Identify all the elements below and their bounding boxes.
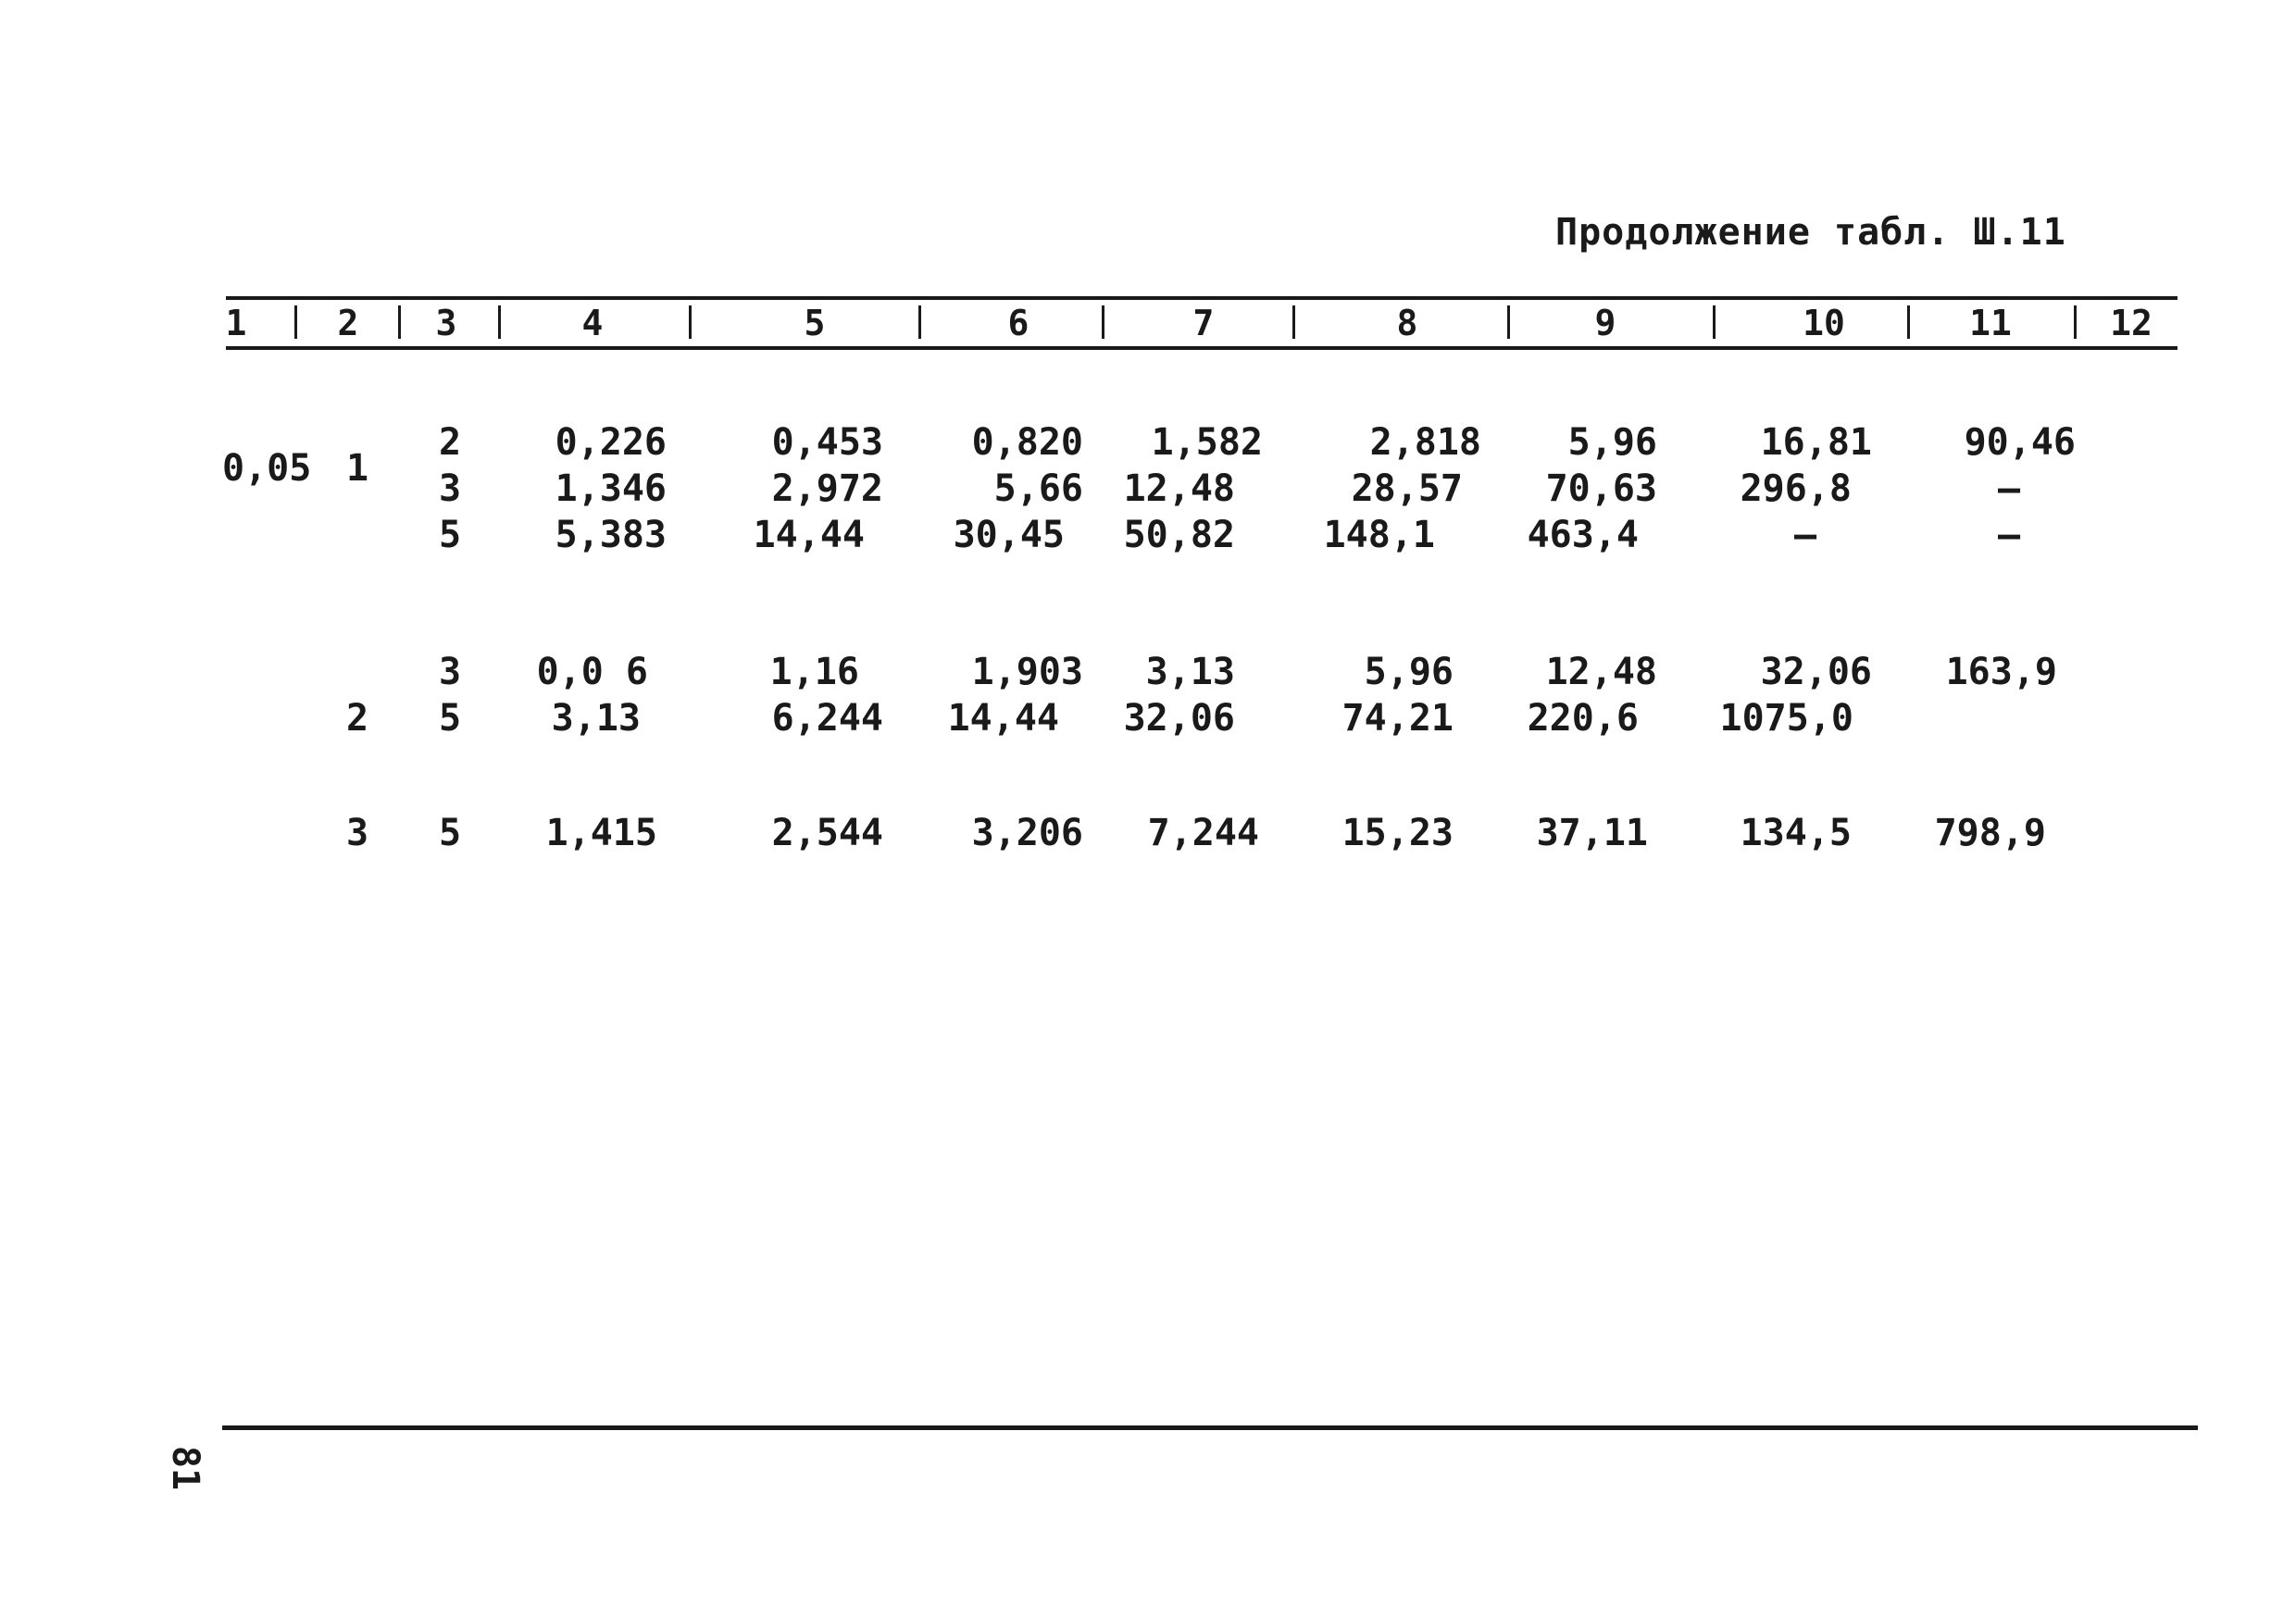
table-cell-col2: 3 [345,812,369,854]
header-col-7: 7 [1192,303,1215,343]
header-separator [689,305,692,339]
table-caption: Продолжение табл. Ш.11 [1555,211,2066,254]
table-cell-col2: 2 [345,697,369,740]
table-cell-col11: 90,46 [1964,421,2076,464]
table-cell-col5: 14,44 [753,514,865,556]
table-cell-col8: 28,57 [1351,467,1463,510]
table-cell-col6: 1,903 [971,651,1083,693]
table-cell-col3: 5 [438,697,462,740]
table-cell-col4: 3,13 [551,697,641,740]
table-cell-col7: 7,244 [1147,812,1259,854]
table-cell-col5: 1,16 [769,651,859,693]
table-cell-col4: 0,0 6 [536,651,648,693]
table-cell-col5: 6,244 [771,697,883,740]
table-cell-col8: 74,21 [1341,697,1454,740]
table-cell-col11: 163,9 [1945,651,2057,693]
table-cell-col9: 220,6 [1527,697,1639,740]
table-cell-col7: 32,06 [1123,697,1235,740]
table-cell-col10: 32,06 [1760,651,1872,693]
table-cell-col3: 5 [438,812,462,854]
table-cell-col9: 5,96 [1567,421,1657,464]
table-cell-col3: 2 [438,421,462,464]
header-col-4: 4 [581,303,604,343]
header-col-6: 6 [1007,303,1029,343]
table-cell-col8: 2,818 [1369,421,1481,464]
table-cell-col6: 30,45 [953,514,1065,556]
table-cell-col10: 16,81 [1760,421,1872,464]
header-separator [2074,305,2077,339]
table-cell-col4: 1,346 [555,467,667,510]
header-col-3: 3 [435,303,457,343]
header-col-12: 12 [2110,303,2152,343]
table-cell-col8: 5,96 [1364,651,1454,693]
table-cell-col11: – [1997,514,2021,556]
header-separator [498,305,501,339]
table-cell-col5: 2,544 [771,812,883,854]
header-col-2: 2 [337,303,359,343]
header-separator [398,305,401,339]
header-col-8: 8 [1396,303,1418,343]
table-cell-col8: 15,23 [1341,812,1454,854]
header-separator [918,305,921,339]
table-cell-col3: 5 [438,514,462,556]
table-cell-col4: 1,415 [545,812,657,854]
table-cell-col7: 12,48 [1123,467,1235,510]
table-cell-col10: – [1793,514,1817,556]
table-cell-col3: 3 [438,467,462,510]
page-number: 81 [164,1445,206,1491]
table-cell-col9: 463,4 [1527,514,1639,556]
table-cell-col10: 134,5 [1740,812,1852,854]
header-separator [1507,305,1510,339]
table-cell-col9: 12,48 [1545,651,1657,693]
header-separator [1292,305,1295,339]
table-cell-col9: 37,11 [1536,812,1648,854]
table-cell-col4: 5,383 [555,514,667,556]
table-cell-col1: 0,05 [222,447,312,490]
header-bottom-rule [226,346,2177,350]
header-top-rule [226,296,2177,300]
table-cell-col7: 1,582 [1151,421,1263,464]
header-col-1: 1 [225,303,247,343]
table-cell-col4: 0,226 [555,421,667,464]
table-cell-col11: 798,9 [1934,812,2046,854]
table-cell-col5: 0,453 [771,421,883,464]
table-cell-col10: 1075,0 [1719,697,1853,740]
table-cell-col6: 0,820 [971,421,1083,464]
table-cell-col7: 3,13 [1145,651,1235,693]
header-col-9: 9 [1594,303,1616,343]
table-cell-col8: 148,1 [1323,514,1435,556]
header-separator [294,305,297,339]
page-bottom-rule [222,1425,2198,1430]
table-cell-col6: 14,44 [947,697,1059,740]
header-separator [1713,305,1716,339]
table-cell-col6: 5,66 [993,467,1083,510]
table-cell-col7: 50,82 [1123,514,1235,556]
table-cell-col10: 296,8 [1740,467,1852,510]
header-col-11: 11 [1969,303,2012,343]
table-cell-col3: 3 [438,651,462,693]
table-cell-col5: 2,972 [771,467,883,510]
header-separator [1907,305,1910,339]
table-cell-col11: – [1997,467,2021,510]
table-cell-col2: 1 [345,447,369,490]
table-cell-col6: 3,206 [971,812,1083,854]
table-cell-col9: 70,63 [1545,467,1657,510]
header-separator [1102,305,1104,339]
header-col-10: 10 [1803,303,1845,343]
header-col-5: 5 [804,303,826,343]
